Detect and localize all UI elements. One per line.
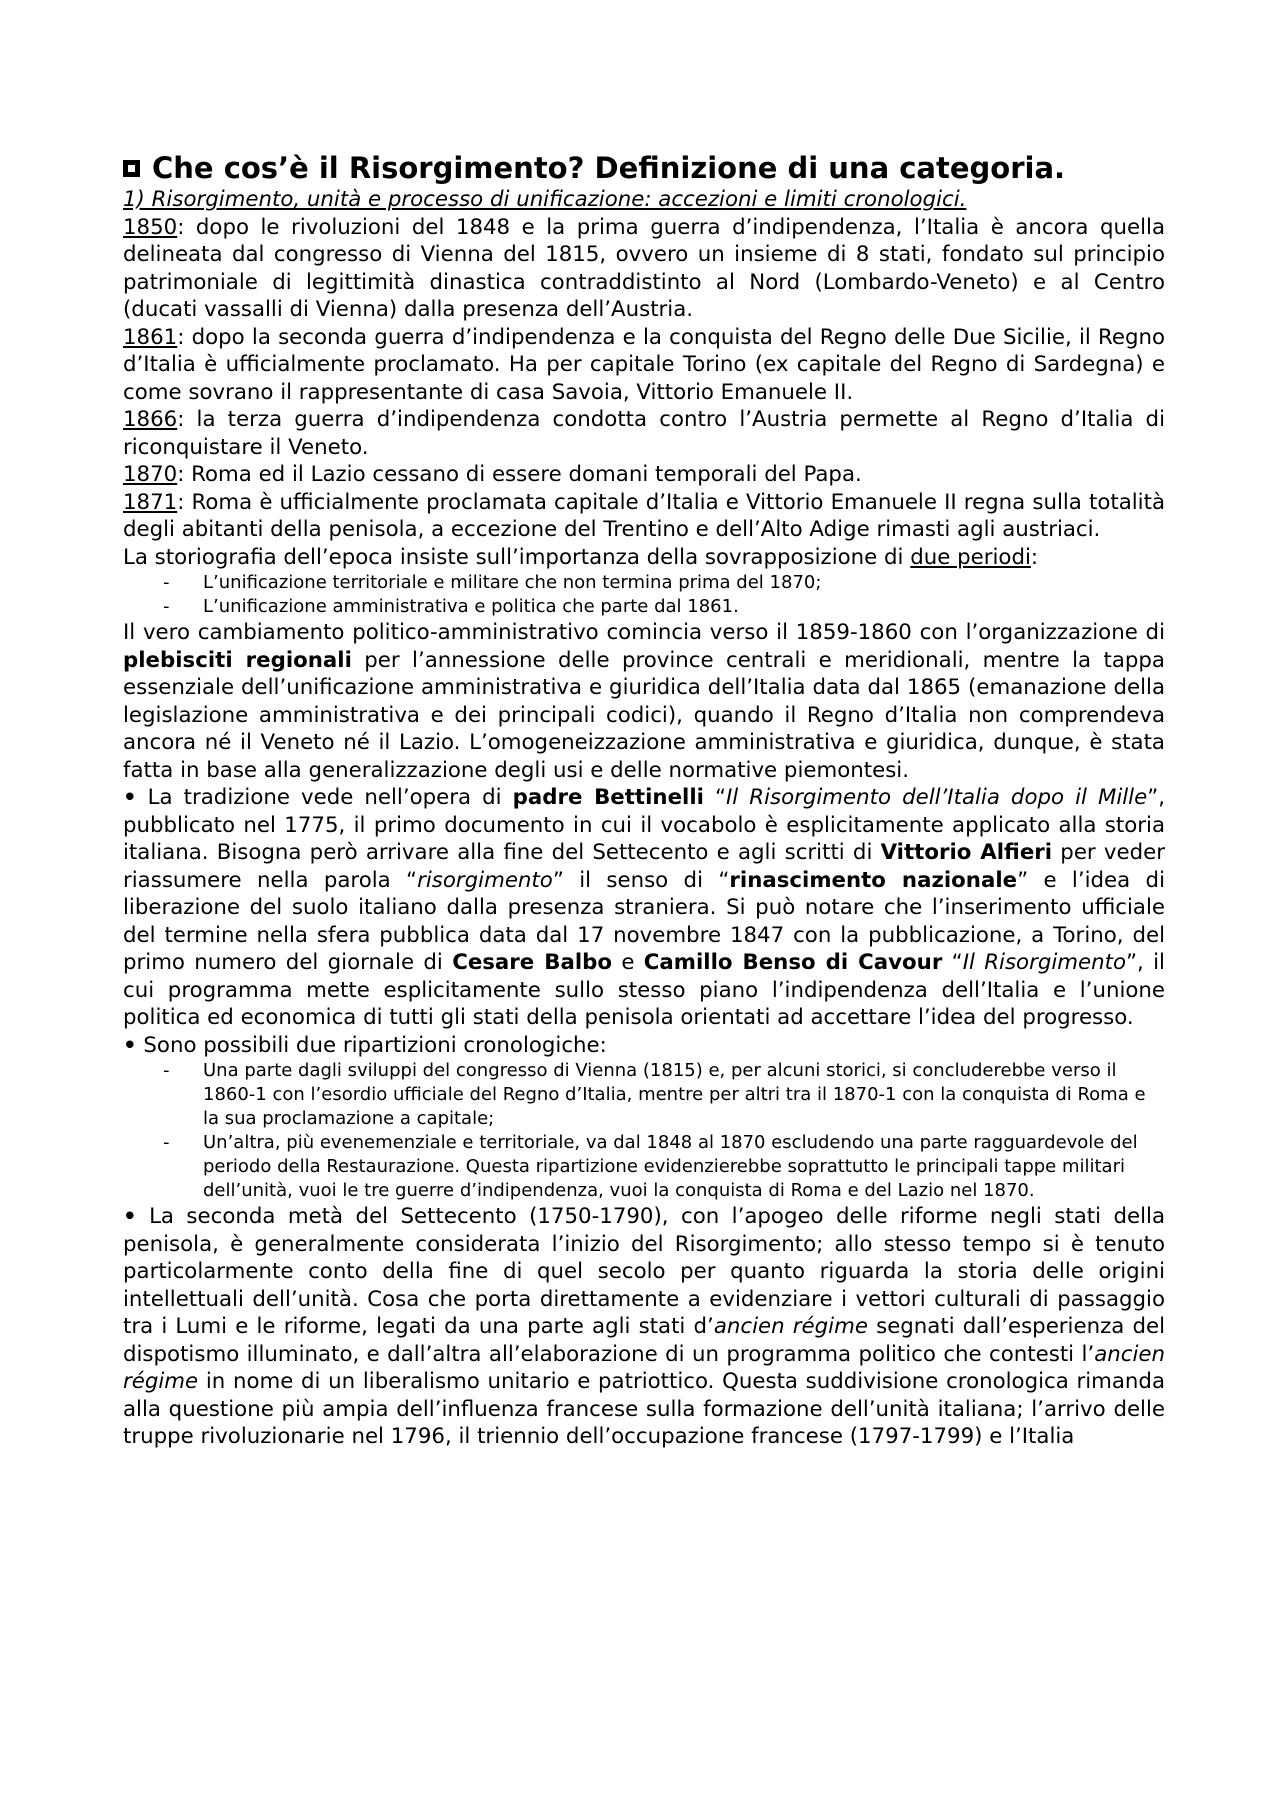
paragraph-text: “ — [942, 950, 963, 975]
paragraph-text: Il vero cambiamento politico-amministrativo comincia verso il 1859-1860 con l’organizzazione di — [123, 620, 1165, 645]
italic-text: Il Risorgimento — [962, 950, 1126, 975]
date-year: 1850 — [123, 214, 178, 240]
list-item-text: L’unificazione amministrativa e politica che parte dal 1861. — [203, 596, 739, 617]
seconda-meta-paragraph — [123, 1203, 1165, 1451]
paragraph-text: La tradizione vede nell’opera di — [136, 785, 513, 810]
bold-text: Cesare Balbo — [452, 950, 613, 975]
bold-text: plebisciti regionali — [123, 647, 352, 673]
paragraph-text: segnati dall’esperienza del dispotismo illuminato, e dall’altra all’elaborazione di un programma politico che contesti l’ — [123, 1314, 1166, 1367]
date-year: 1861 — [123, 324, 178, 350]
paragraph-text: e — [612, 950, 644, 975]
bullet-marker: • — [123, 785, 137, 810]
paragraph-text: ” e l’idea di liberazione del suolo italiano dalla presenza straniera. Si può notare che l’inserimento ufficiale del termine nella sfera pubblica data dal 17 novembre 1847 con la pubblicazione, a Torino, del primo numero del giornale di — [123, 867, 1165, 975]
bold-text: padre Bettinelli — [512, 785, 704, 810]
italic-text: Il Risorgimento dell’Italia dopo il Mille — [726, 785, 1148, 810]
date-text: : Roma ed il Lazio cessano di essere domani temporali del Papa. — [177, 462, 862, 487]
date-year: 1870 — [123, 462, 178, 487]
page-title-text: Che cos’è il Risorgimento? Definizione di una categoria. — [152, 151, 1066, 185]
list-item — [123, 571, 1165, 595]
ripartizioni-paragraph — [123, 1032, 1165, 1060]
ripartizioni-list — [123, 1059, 1165, 1203]
paragraph-text: per l’annessione delle province centrali e meridionali, mentre la tappa essenziale dell’unificazione amministrativa e giuridica dell’Italia data dal 1865 (emanazione della legislazione amministrativa e dei principali codici), quando il Regno d’Italia non comprendeva ancora né il Veneto né il Lazio. L’omogeneizzazione amministrativa e giuridica, dunque, è stata fatta in base alla generalizzazione degli usi e delle normative piemontesi. — [123, 647, 1165, 783]
date-text: : Roma è ufficialmente proclamata capitale d’Italia e Vittorio Emanuele II regna sulla totalità degli abitanti della penisola, a eccezione del Trentino e dell’Alto Adige rimasti agli austriaci. — [123, 489, 1165, 542]
storiografia-text: La storiografia dell’epoca insiste sull’importanza della sovrapposizione di — [123, 544, 911, 570]
list-item-text: Un’altra, più evenemenziale e territoriale, va dal 1848 al 1870 escludendo una parte ragguardevole del periodo della Restaurazione. Questa ripartizione evidenzierebbe soprattutto le principali tappe militari dell’unità, vuoi le tre guerre d’indipendenza, vuoi la conquista di Roma e del Lazio nel 1870. — [203, 1132, 1138, 1201]
list-item-text: Una parte dagli sviluppi del congresso di Vienna (1815) e, per alcuni storici, si concluderebbe verso il 1860-1 con l’esordio ufficiale del Regno d’Italia, mentre per altri tra il 1870-1 con la conquista di Roma e la sua proclamazione a capitale; — [203, 1060, 1146, 1129]
paragraph-text: ”, pubblicato nel 1775, il primo documento in cui il vocabolo è esplicitamente applicato alla storia italiana. Bisogna però arrivare alla fine del Settecento e agli scritti di — [123, 785, 1165, 865]
section-subtitle: 1) Risorgimento, unità e processo di unificazione: accezioni e limiti cronologici. — [123, 187, 967, 212]
date-paragraph-1850 — [123, 214, 1165, 324]
date-text: : la terza guerra d’indipendenza condotta contro l’Austria permette al Regno d’Italia di riconquistare il Veneto. — [123, 407, 1165, 460]
cambiamento-paragraph — [123, 619, 1165, 784]
dash-marker: - — [163, 572, 170, 593]
paragraph-text: La seconda metà del Settecento (1750-1790), con l’apogeo delle riforme negli stati della penisola, è generalmente considerata l’inizio del Risorgimento; allo stesso tempo si è tenuto particolarmente conto della fine di quel secolo per quanto riguarda la storia delle origini intellettuali dell’unità. Cosa che porta direttamente a evidenziare i vettori culturali di passaggio tra i Lumi e le riforme, legati da una parte agli stati d’ — [123, 1204, 1165, 1339]
paragraph-text: in nome di un liberalismo unitario e patriottico. Questa suddivisione cronologica rimanda alla questione più ampia dell’influenza francese sulla formazione dell’unità italiana; l’arrivo delle truppe rivoluzionarie nel 1796, il triennio dell’occupazione francese (1797-1799) e l’Italia — [123, 1369, 1165, 1449]
tradizione-paragraph — [123, 784, 1165, 1032]
paragraph-text: ” il senso di “ — [552, 867, 730, 893]
date-paragraph-1866 — [123, 406, 1165, 461]
dash-marker: - — [163, 1132, 170, 1153]
paragraph-text: “ — [703, 785, 727, 810]
date-text: : dopo le rivoluzioni del 1848 e la prima guerra d’indipendenza, l’Italia è ancora quella delineata dal congresso di Vienna del 1815, ovvero un insieme di 8 stati, fondato sul principio patrimoniale di legittimità dinastica contraddistinto al Nord (Lombardo-Veneto) e al Centro (ducati vassalli di Vienna) dalla presenza dell’Austria. — [123, 214, 1165, 322]
date-year: 1866 — [123, 407, 178, 432]
date-paragraph-1870 — [123, 461, 1165, 489]
storiografia-paragraph — [123, 544, 1165, 572]
paragraph-text: Sono possibili due ripartizioni cronologiche: — [136, 1032, 607, 1058]
italic-text: ancien régime — [713, 1314, 868, 1339]
document-page — [123, 150, 1165, 1451]
date-year: 1871 — [123, 489, 178, 515]
list-item — [123, 595, 1165, 619]
bold-text: rinascimento nazionale — [729, 867, 1018, 893]
date-paragraph-1861 — [123, 324, 1165, 407]
paragraph-text: per veder riassumere nella parola “ — [123, 840, 1165, 893]
list-item-text: L’unificazione territoriale e militare che non termina prima del 1870; — [203, 572, 822, 593]
due-periodi-text: due periodi — [910, 544, 1031, 570]
paragraph-text: ”, il cui programma mette esplicitamente sullo stesso piano l’indipendenza dell’Italia e l’unione politica ed economica di tutti gli stati della penisola orientati ad accettare l’idea del progresso. — [123, 950, 1165, 1030]
bullet-marker: • — [123, 1204, 137, 1229]
page-title — [123, 150, 1165, 186]
bold-text: Vittorio Alfieri — [880, 840, 1053, 865]
italic-text: risorgimento — [417, 867, 553, 893]
storiografia-colon: : — [1030, 544, 1039, 570]
list-item — [123, 1131, 1165, 1203]
bold-text: Camillo Benso di Cavour — [643, 950, 943, 975]
dash-marker: - — [163, 596, 170, 617]
list-item — [123, 1059, 1165, 1131]
date-text: : dopo la seconda guerra d’indipendenza e la conquista del Regno delle Due Sicilie, il Regno d’Italia è ufficialmente proclamato. Ha per capitale Torino (ex capitale del Regno di Sardegna) e come sovrano il rappresentante di casa Savoia, Vittorio Emanuele II. — [123, 324, 1165, 405]
date-paragraph-1871 — [123, 489, 1165, 544]
bullet-marker: • — [123, 1032, 137, 1058]
dash-marker: - — [163, 1060, 170, 1081]
italic-text: ancien régime — [123, 1341, 1165, 1394]
square-bullet-icon — [123, 160, 140, 177]
periodi-list — [123, 571, 1165, 619]
